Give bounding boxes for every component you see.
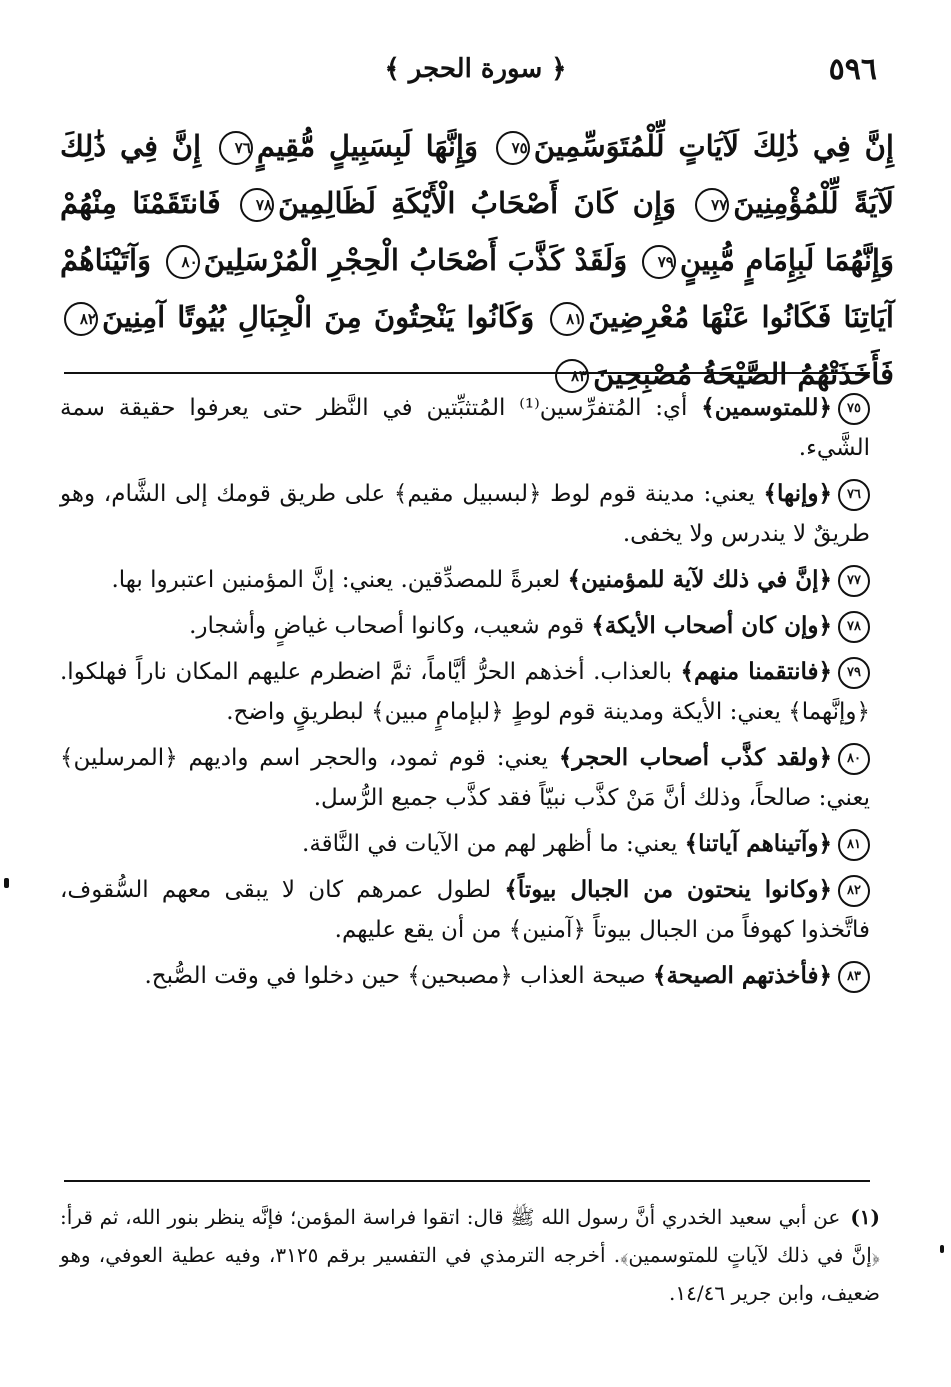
explanation: أي: المُتفرِّسين⁽¹⁾ المُتثبِّتين في النَّظر حتى يعرفوا حقيقة سمة الشَّيء. [60, 395, 870, 461]
commentary-entry [60, 474, 870, 554]
page-header [60, 52, 891, 92]
quoted-phrase: ﴿وآتيناهم آياتنا﴾ [684, 830, 832, 857]
verse-number-marker: ٧٨ [838, 611, 870, 643]
ayah-number-marker: ٨٣ [555, 359, 589, 393]
explanation: صيحة العذاب ﴿مصبحين﴾ حين دخلوا في وقت الصُّبح. [144, 963, 653, 989]
ayah-text: وَآتَيْنَاهُمْ آيَاتِنَا فَكَانُوا عَنْهَا مُعْرِضِينَ [60, 243, 894, 334]
commentary-entry [60, 652, 870, 732]
ayah-text: وَلَقَدْ كَذَّبَ أَصْحَابُ الْحِجْرِ الْمُرْسَلِينَ [203, 243, 628, 277]
ayah-text: إِنَّ فِي ذَٰلِكَ لَآيَةً لِّلْمُؤْمِنِينَ [60, 129, 894, 220]
quoted-phrase: ﴿فانتقمنا منهم﴾ [680, 658, 832, 685]
commentary-entry [60, 824, 870, 864]
ayah-number-marker: ٨٢ [64, 302, 98, 336]
tafsir-commentary [60, 388, 870, 1002]
verse-number-marker: ٨١ [838, 829, 870, 861]
scan-mark [4, 878, 9, 888]
quoted-phrase: ﴿وإنها﴾ [763, 480, 832, 507]
quoted-phrase: ﴿ولقد كذَّب أصحاب الحجر﴾ [558, 744, 832, 771]
verse-number-marker: ٨٣ [838, 961, 870, 993]
commentary-entry [60, 956, 870, 996]
verse-number-marker: ٨٢ [838, 875, 870, 907]
ayah-number-marker: ٨١ [550, 302, 584, 336]
ayah-number-marker: ٨٠ [166, 245, 200, 279]
ayah-text: فَانتَقَمْنَا مِنْهُمْ وَإِنَّهُمَا لَبِإِمَامٍ مُّبِينٍ [60, 186, 894, 277]
ayah-number-marker: ٧٧ [695, 188, 729, 222]
commentary-entry [60, 738, 870, 818]
footnote [60, 1198, 880, 1312]
verse-number-marker: ٧٦ [838, 479, 870, 511]
commentary-entry [60, 870, 870, 950]
explanation: بالعذاب. أخذهم الحرُّ أيَّاماً، ثمَّ اضطرم عليهم المكان ناراً فهلكوا. ﴿وإنَّهما﴾ يعني: الأيكة ومدينة قوم لوطٍ ﴿لبإمامٍ مبين﴾ لبطريقٍ واضح. [60, 659, 870, 725]
quran-text [60, 118, 894, 403]
quoted-phrase: ﴿إنَّ في ذلك لآية للمؤمنين﴾ [567, 566, 832, 593]
ayah-text: وَإِن كَانَ أَصْحَابُ الْأَيْكَةِ لَظَالِمِينَ [278, 186, 677, 220]
verse-number-marker: ٧٥ [838, 393, 870, 425]
explanation: يعني: قوم ثمود، والحجر اسم واديهم ﴿المرسلين﴾ يعني: صالحاً، وذلك أنَّ مَنْ كذَّب نبيّاً فقد كذَّب جميع الرُّسل. [60, 745, 870, 811]
ayah-text: وَإِنَّهَا لَبِسَبِيلٍ مُّقِيمٍ [256, 129, 478, 163]
footnote-text: عن أبي سعيد الخدري أنَّ رسول الله ﷺ قال: اتقوا فراسة المؤمن؛ فإنَّه ينظر بنور الله، ثم قرأ: ﴿إنَّ في ذلك لآياتٍ للمتوسمين﴾. أخرجه الترمذي في التفسير برقم ٣١٢٥، وفيه عطية العوفي، وهو ضعيف، وابن جرير ١٤/٤٦. [60, 1205, 881, 1305]
ayah-text: إِنَّ فِي ذَٰلِكَ لَآيَاتٍ لِّلْمُتَوَسِّمِينَ [533, 129, 894, 163]
commentary-entry [60, 388, 870, 468]
quoted-phrase: ﴿وكانوا ينحتون من الجبال بيوتاً﴾ [504, 876, 832, 903]
surah-title: ﴿ سورة الحجر ﴾ [384, 54, 567, 84]
verse-number-marker: ٧٩ [838, 657, 870, 689]
explanation: لعبرةً للمصدِّقين. يعني: إنَّ المؤمنين اعتبروا بها. [111, 567, 568, 593]
quoted-phrase: ﴿للمتوسمين﴾ [701, 394, 833, 421]
section-divider [64, 372, 870, 374]
ayah-text: وَكَانُوا يَنْحِتُونَ مِنَ الْجِبَالِ بُيُوتًا آمِنِينَ [102, 300, 535, 334]
scan-mark [940, 1245, 944, 1253]
explanation: يعني: ما أظهر لهم من الآيات في النَّاقة. [302, 831, 685, 857]
explanation: لطول عمرهم كان لا يبقى معهم السُّقوف، فاتَّخذوا كهوفاً من الجبال بيوتاً ﴿آمنين﴾ من أن يقع عليهم. [60, 877, 870, 943]
commentary-entry [60, 606, 870, 646]
ayah-number-marker: ٧٨ [240, 188, 274, 222]
ayah-text: فَأَخَذَتْهُمُ الصَّيْحَةُ مُصْبِحِينَ [593, 357, 894, 391]
ayah-number-marker: ٧٩ [642, 245, 676, 279]
verse-number-marker: ٧٧ [838, 565, 870, 597]
quoted-phrase: ﴿فأخذتهم الصيحة﴾ [652, 962, 832, 989]
explanation: يعني: مدينة قوم لوط ﴿لبسبيل مقيم﴾ على طريق قومك إلى الشَّام، وهو طريقٌ لا يندرس ولا يخفى. [60, 481, 870, 547]
footnote-number: (١) [850, 1205, 880, 1229]
explanation: قوم شعيب، وكانوا أصحاب غياضٍ وأشجار. [189, 613, 592, 639]
footnote-divider [64, 1180, 870, 1182]
ayah-number-marker: ٧٦ [219, 131, 253, 165]
page-number: ٥٩٦ [828, 52, 877, 87]
quoted-phrase: ﴿وإن كان أصحاب الأيكة﴾ [591, 612, 832, 639]
commentary-entry [60, 560, 870, 600]
ayah-number-marker: ٧٥ [496, 131, 530, 165]
verse-number-marker: ٨٠ [838, 743, 870, 775]
